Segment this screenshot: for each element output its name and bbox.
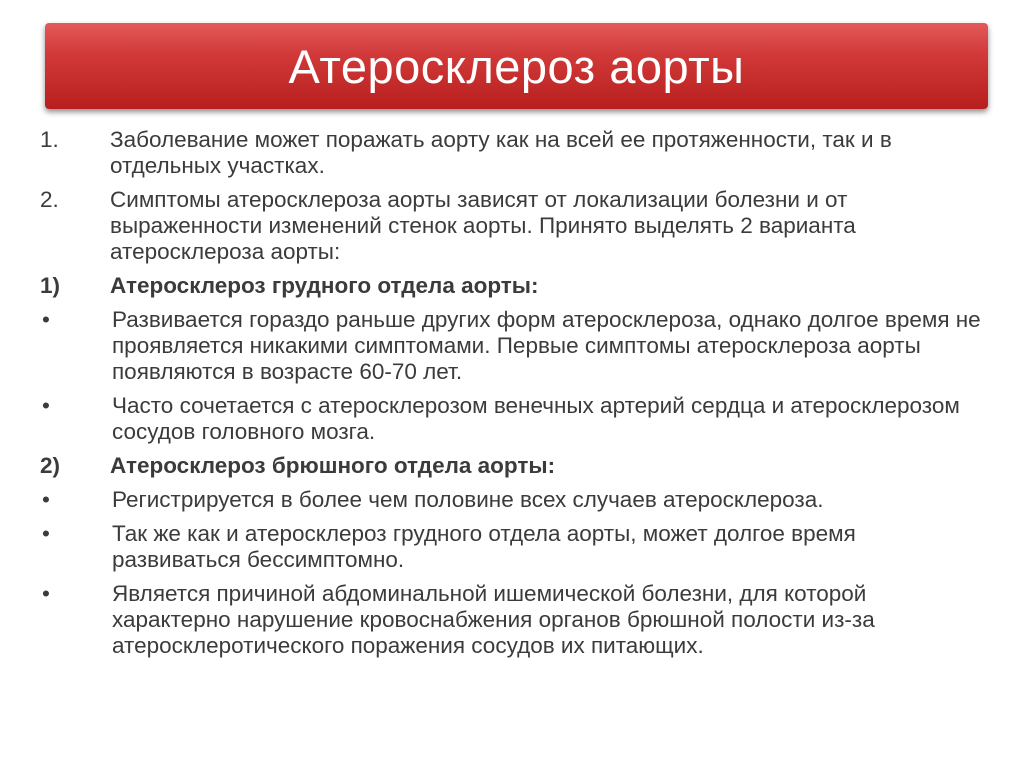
section-heading-abdominal	[40, 453, 990, 479]
bullet-text: Так же как и атеросклероз грудного отдела аорты, может долгое время развиваться бессимптомно.	[112, 521, 856, 572]
bullet-item	[40, 487, 990, 513]
list-marker: 1)	[40, 273, 61, 298]
slide-content	[40, 127, 990, 667]
section-heading-thoracic	[40, 273, 990, 299]
list-marker: 1.	[40, 127, 59, 152]
list-item-2	[40, 187, 990, 265]
bullet-text: Развивается гораздо раньше других форм атеросклероза, однако долгое время не проявляется никакими симптомами. Первые симптомы атеросклероза аорты появляются в возрасте 60-70 лет.	[112, 307, 981, 384]
bullet-text: Часто сочетается с атеросклерозом венечных артерий сердца и атеросклерозом сосудов головного мозга.	[112, 393, 960, 444]
bullet-icon: •	[42, 307, 50, 332]
bullet-icon: •	[42, 487, 50, 512]
list-marker: 2.	[40, 187, 59, 212]
bullet-item	[40, 581, 990, 659]
list-text: Заболевание может поражать аорту как на всей ее протяженности, так и в отдельных участках.	[110, 127, 892, 178]
bullet-icon: •	[42, 581, 50, 606]
bullet-text: Регистрируется в более чем половине всех случаев атеросклероза.	[112, 487, 824, 512]
slide-title: Атеросклероз аорты	[288, 39, 745, 93]
list-item-1	[40, 127, 990, 179]
slide-title-bar	[45, 23, 988, 109]
bullet-icon: •	[42, 393, 50, 418]
list-marker: 2)	[40, 453, 61, 478]
bullet-item	[40, 307, 990, 385]
bullet-text: Является причиной абдоминальной ишемической болезни, для которой характерно нарушение кровоснабжения органов брюшной полости из-за атеросклеротического поражения сосудов их питающих.	[112, 581, 875, 658]
bullet-item	[40, 393, 990, 445]
section-heading-text: Атеросклероз брюшного отдела аорты:	[110, 453, 556, 478]
bullet-icon: •	[42, 521, 50, 546]
section-heading-text: Атеросклероз грудного отдела аорты:	[110, 273, 539, 298]
bullet-item	[40, 521, 990, 573]
list-text: Симптомы атеросклероза аорты зависят от локализации болезни и от выраженности изменений стенок аорты. Принято выделять 2 варианта атеросклероза аорты:	[110, 187, 856, 264]
